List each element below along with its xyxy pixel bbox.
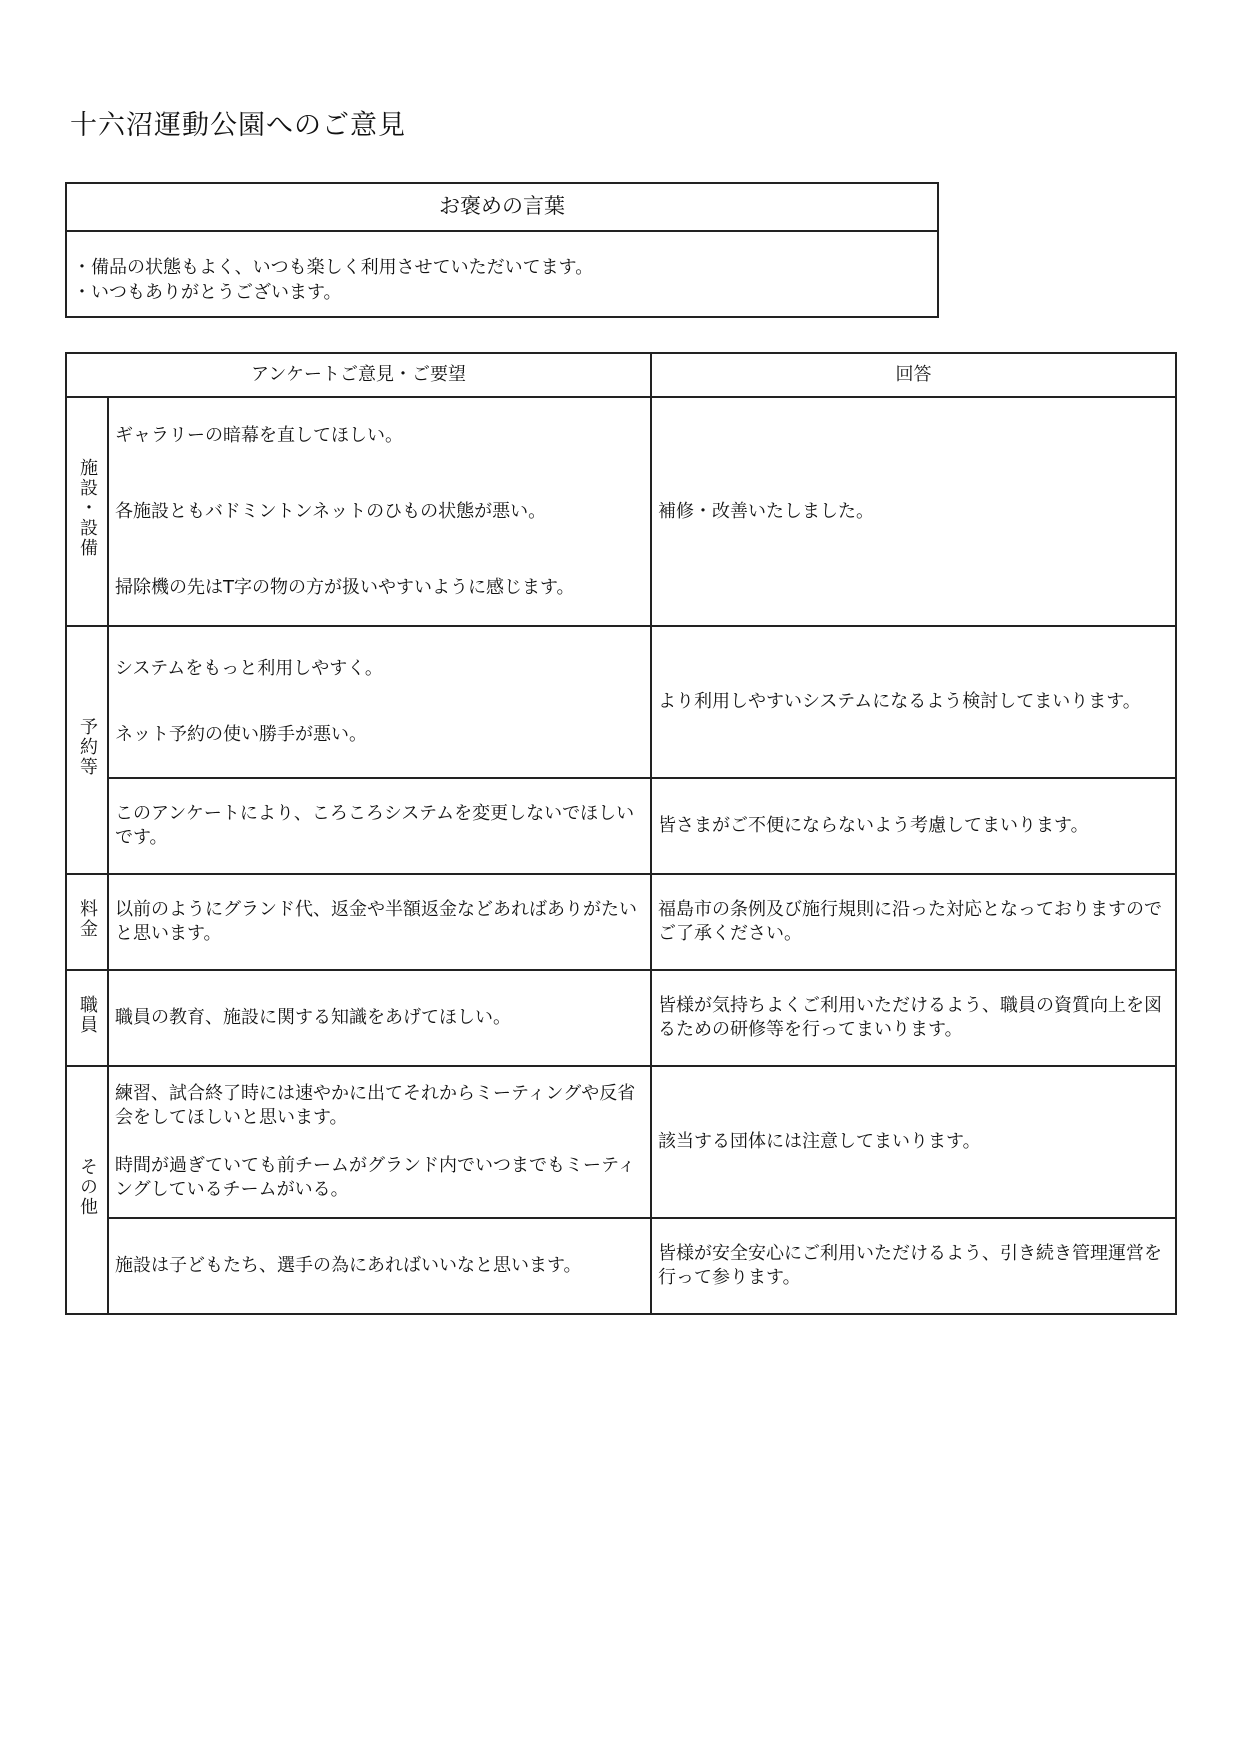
category-cell — [66, 1066, 108, 1314]
opinion-text: 掃除機の先はT字の物の方が扱いやすいように感じます。 — [115, 576, 575, 598]
opinion-cell: 以前のようにグランド代、返金や半額返金などあればありがたいと思います。 — [108, 874, 651, 970]
answer-cell: より利用しやすいシステムになるよう検討してまいります。 — [651, 626, 1176, 778]
answer-cell: 該当する団体には注意してまいります。 — [651, 1066, 1176, 1218]
table-row — [66, 1218, 1176, 1314]
category-staff: 職員 — [77, 994, 98, 1035]
category-cell — [66, 626, 108, 874]
table-row — [66, 1066, 1176, 1218]
category-facilities: 施設・設備 — [77, 458, 98, 558]
table-row — [66, 970, 1176, 1066]
category-cell — [66, 874, 108, 970]
opinion-cell — [108, 397, 651, 626]
opinion-text: 時間が過ぎていても前チームがグランド内でいつまでもミーティングしているチームがいる。 — [115, 1155, 636, 1200]
opinion-header: アンケートご意見・ご要望 — [66, 353, 651, 397]
answer-cell: 皆様が安全安心にご利用いただけるよう、引き続き管理運営を行って参ります。 — [651, 1218, 1176, 1314]
table-row — [66, 874, 1176, 970]
praise-line: ・いつもありがとうございます。 — [73, 282, 342, 303]
category-other: その他 — [77, 1156, 98, 1217]
table-row — [66, 397, 1176, 626]
opinion-cell: 職員の教育、施設に関する知識をあげてほしい。 — [108, 970, 651, 1066]
praise-box — [65, 182, 939, 318]
opinion-cell: 施設は子どもたち、選手の為にあればいいなと思います。 — [108, 1218, 651, 1314]
answer-cell: 補修・改善いたしました。 — [651, 397, 1176, 626]
answer-cell: 皆様が気持ちよくご利用いただけるよう、職員の資質向上を図るための研修等を行ってまいります。 — [651, 970, 1176, 1066]
praise-header: お褒めの言葉 — [67, 184, 937, 232]
answer-cell: 福島市の条例及び施行規則に沿った対応となっておりますのでご了承ください。 — [651, 874, 1176, 970]
opinion-text: システムをもっと利用しやすく。 — [115, 658, 383, 679]
opinion-cell — [108, 626, 651, 778]
praise-line: ・備品の状態もよく、いつも楽しく利用させていただいてます。 — [73, 257, 594, 278]
answer-header: 回答 — [651, 353, 1176, 397]
table-header-row — [66, 353, 1176, 397]
page-title: 十六沼運動公園へのご意見 — [70, 110, 406, 141]
category-cell — [66, 397, 108, 626]
answer-cell: 皆さまがご不便にならないよう考慮してまいります。 — [651, 778, 1176, 874]
category-reservation: 予約等 — [77, 716, 98, 777]
opinion-text: ギャラリーの暗幕を直してほしい。 — [115, 424, 403, 446]
category-fees: 料金 — [77, 898, 98, 939]
category-cell — [66, 970, 108, 1066]
table-row — [66, 778, 1176, 874]
opinion-text: 各施設ともバドミントンネットのひもの状態が悪い。 — [115, 500, 547, 522]
table-row — [66, 626, 1176, 778]
survey-table — [65, 352, 1177, 1315]
opinion-cell — [108, 1066, 651, 1218]
praise-body — [67, 232, 937, 305]
opinion-cell: このアンケートにより、ころころシステムを変更しないでほしいです。 — [108, 778, 651, 874]
opinion-text: ネット予約の使い勝手が悪い。 — [115, 724, 367, 745]
opinion-text: 練習、試合終了時には速やかに出てそれからミーティングや反省会をしてほしいと思います。 — [115, 1083, 636, 1128]
